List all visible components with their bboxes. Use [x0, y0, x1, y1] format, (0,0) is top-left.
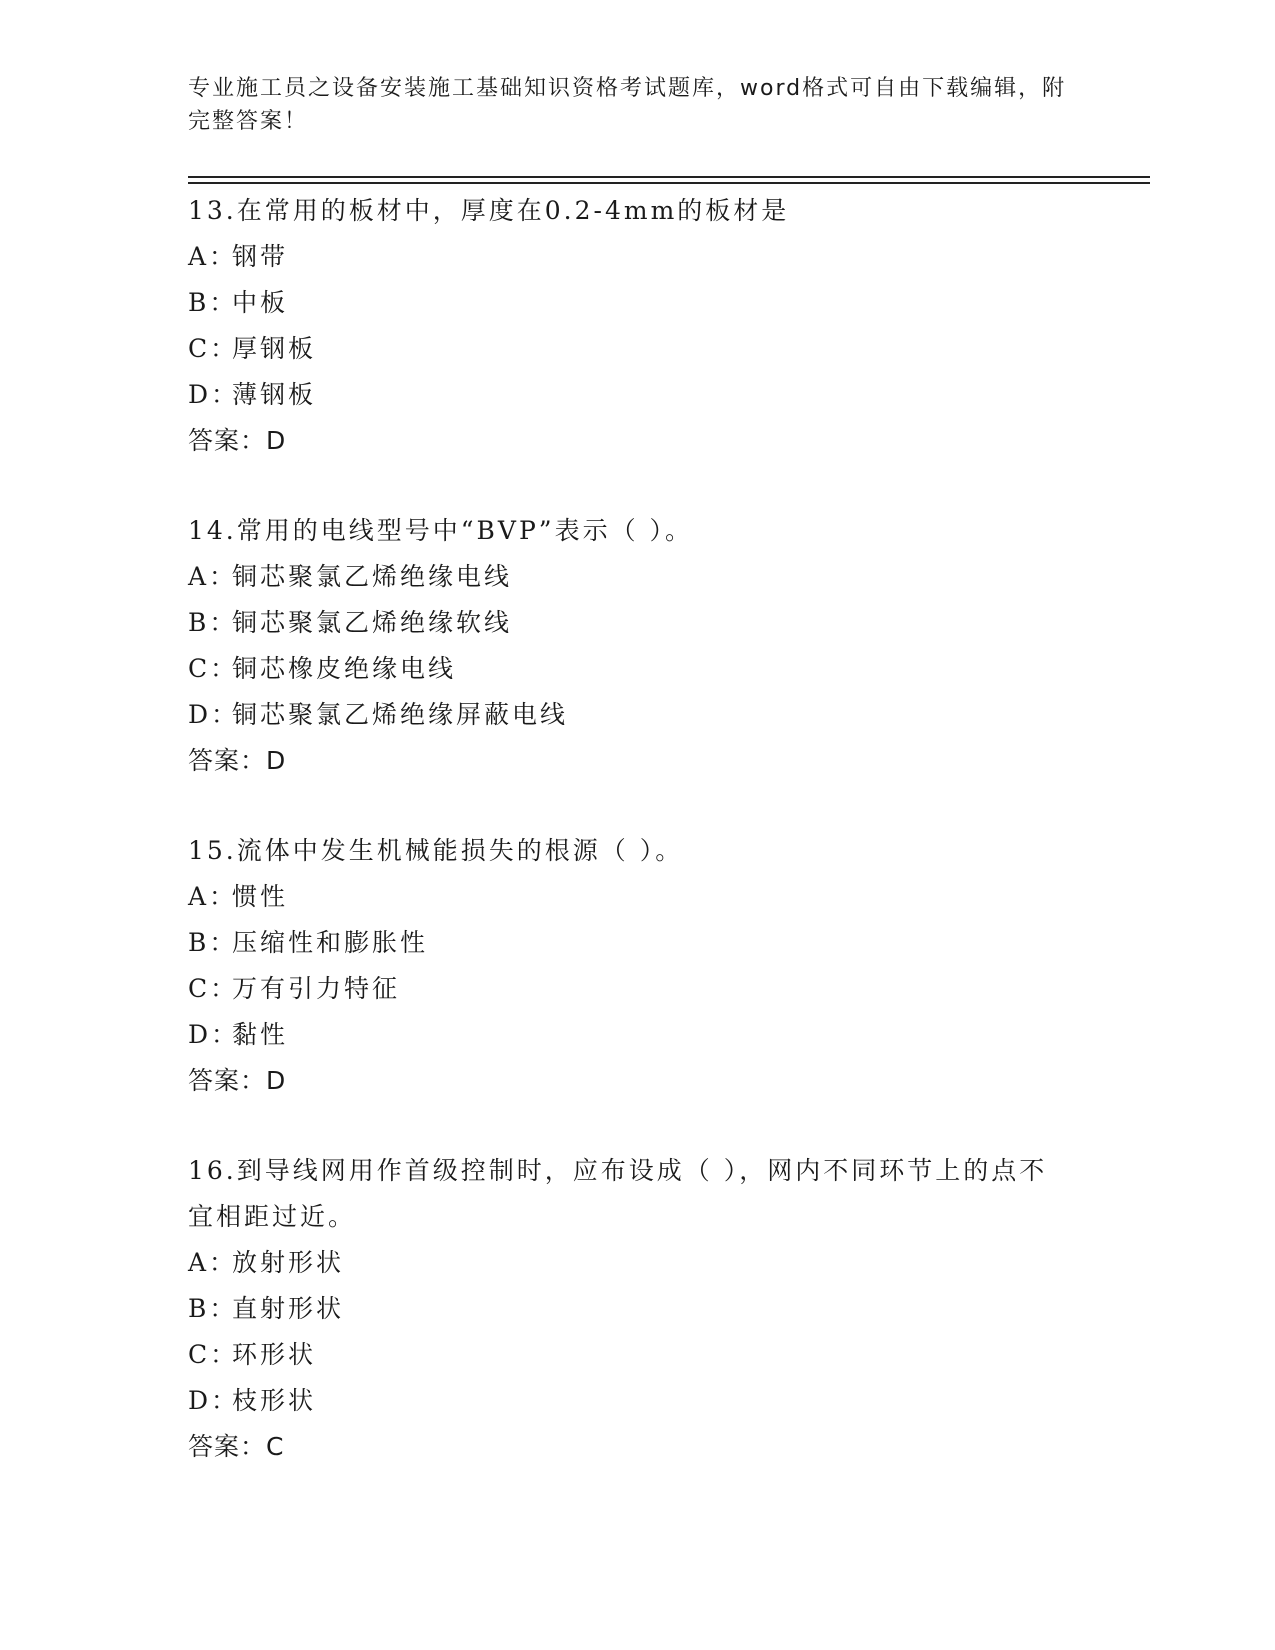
question-stem: 16.到导线网用作首级控制时，应布设成（ ），网内不同环节上的点不宜相距过近。 — [188, 1156, 1048, 1231]
option-text: 惯性 — [232, 882, 289, 911]
option-key: B： — [188, 288, 238, 317]
option-key: C： — [188, 334, 239, 363]
option-key: D： — [188, 1020, 240, 1049]
option-key: C： — [188, 654, 239, 683]
option-b — [188, 600, 1148, 646]
option-b — [188, 280, 1148, 326]
option-key: B： — [188, 928, 238, 957]
option-key: A： — [188, 1248, 238, 1277]
option-text: 厚钢板 — [232, 334, 317, 363]
option-c — [188, 646, 1148, 692]
option-d — [188, 1012, 1148, 1058]
option-key: D： — [188, 380, 240, 409]
answer-line: 答案：D — [188, 746, 287, 775]
option-text: 铜芯聚氯乙烯绝缘软线 — [232, 608, 513, 637]
answer-line: 答案：D — [188, 1066, 287, 1095]
option-a — [188, 1240, 1148, 1286]
option-text: 钢带 — [232, 242, 289, 271]
option-text: 铜芯聚氯乙烯绝缘电线 — [232, 562, 513, 591]
option-text: 放射形状 — [232, 1248, 345, 1277]
option-c — [188, 326, 1148, 372]
option-text: 中板 — [232, 288, 289, 317]
option-key: A： — [188, 882, 238, 911]
question-stem: 15.流体中发生机械能损失的根源（ ）。 — [188, 836, 684, 865]
option-key: A： — [188, 562, 238, 591]
question-stem: 13.在常用的板材中，厚度在0.2-4mm的板材是 — [188, 196, 790, 225]
question-14 — [188, 508, 1148, 784]
option-text: 万有引力特征 — [232, 974, 401, 1003]
question-15 — [188, 828, 1148, 1104]
option-key: C： — [188, 1340, 239, 1369]
option-d — [188, 692, 1148, 738]
option-key: C： — [188, 974, 239, 1003]
option-key: B： — [188, 608, 238, 637]
option-b — [188, 1286, 1148, 1332]
option-c — [188, 966, 1148, 1012]
option-text: 枝形状 — [232, 1386, 317, 1415]
answer-line: 答案：D — [188, 426, 287, 455]
header-divider-top — [188, 176, 1150, 178]
option-d — [188, 372, 1148, 418]
option-a — [188, 234, 1148, 280]
option-b — [188, 920, 1148, 966]
option-key: D： — [188, 700, 240, 729]
option-d — [188, 1378, 1148, 1424]
question-13 — [188, 188, 1148, 464]
option-text: 直射形状 — [232, 1294, 345, 1323]
option-text: 黏性 — [232, 1020, 289, 1049]
document-header: 专业施工员之设备安装施工基础知识资格考试题库，word格式可自由下载编辑，附完整答案！ — [188, 76, 1067, 134]
option-text: 铜芯橡皮绝缘电线 — [232, 654, 457, 683]
header-divider-bottom — [188, 182, 1150, 184]
question-stem: 14.常用的电线型号中“BVP”表示（ ）。 — [188, 516, 694, 545]
question-list — [188, 188, 1148, 1514]
option-key: D： — [188, 1386, 240, 1415]
answer-line: 答案：C — [188, 1432, 285, 1461]
option-text: 环形状 — [232, 1340, 317, 1369]
option-c — [188, 1332, 1148, 1378]
option-key: B： — [188, 1294, 238, 1323]
option-key: A： — [188, 242, 238, 271]
option-a — [188, 554, 1148, 600]
option-text: 薄钢板 — [232, 380, 317, 409]
option-a — [188, 874, 1148, 920]
option-text: 压缩性和膨胀性 — [232, 928, 429, 957]
question-16 — [188, 1148, 1148, 1470]
option-text: 铜芯聚氯乙烯绝缘屏蔽电线 — [232, 700, 569, 729]
